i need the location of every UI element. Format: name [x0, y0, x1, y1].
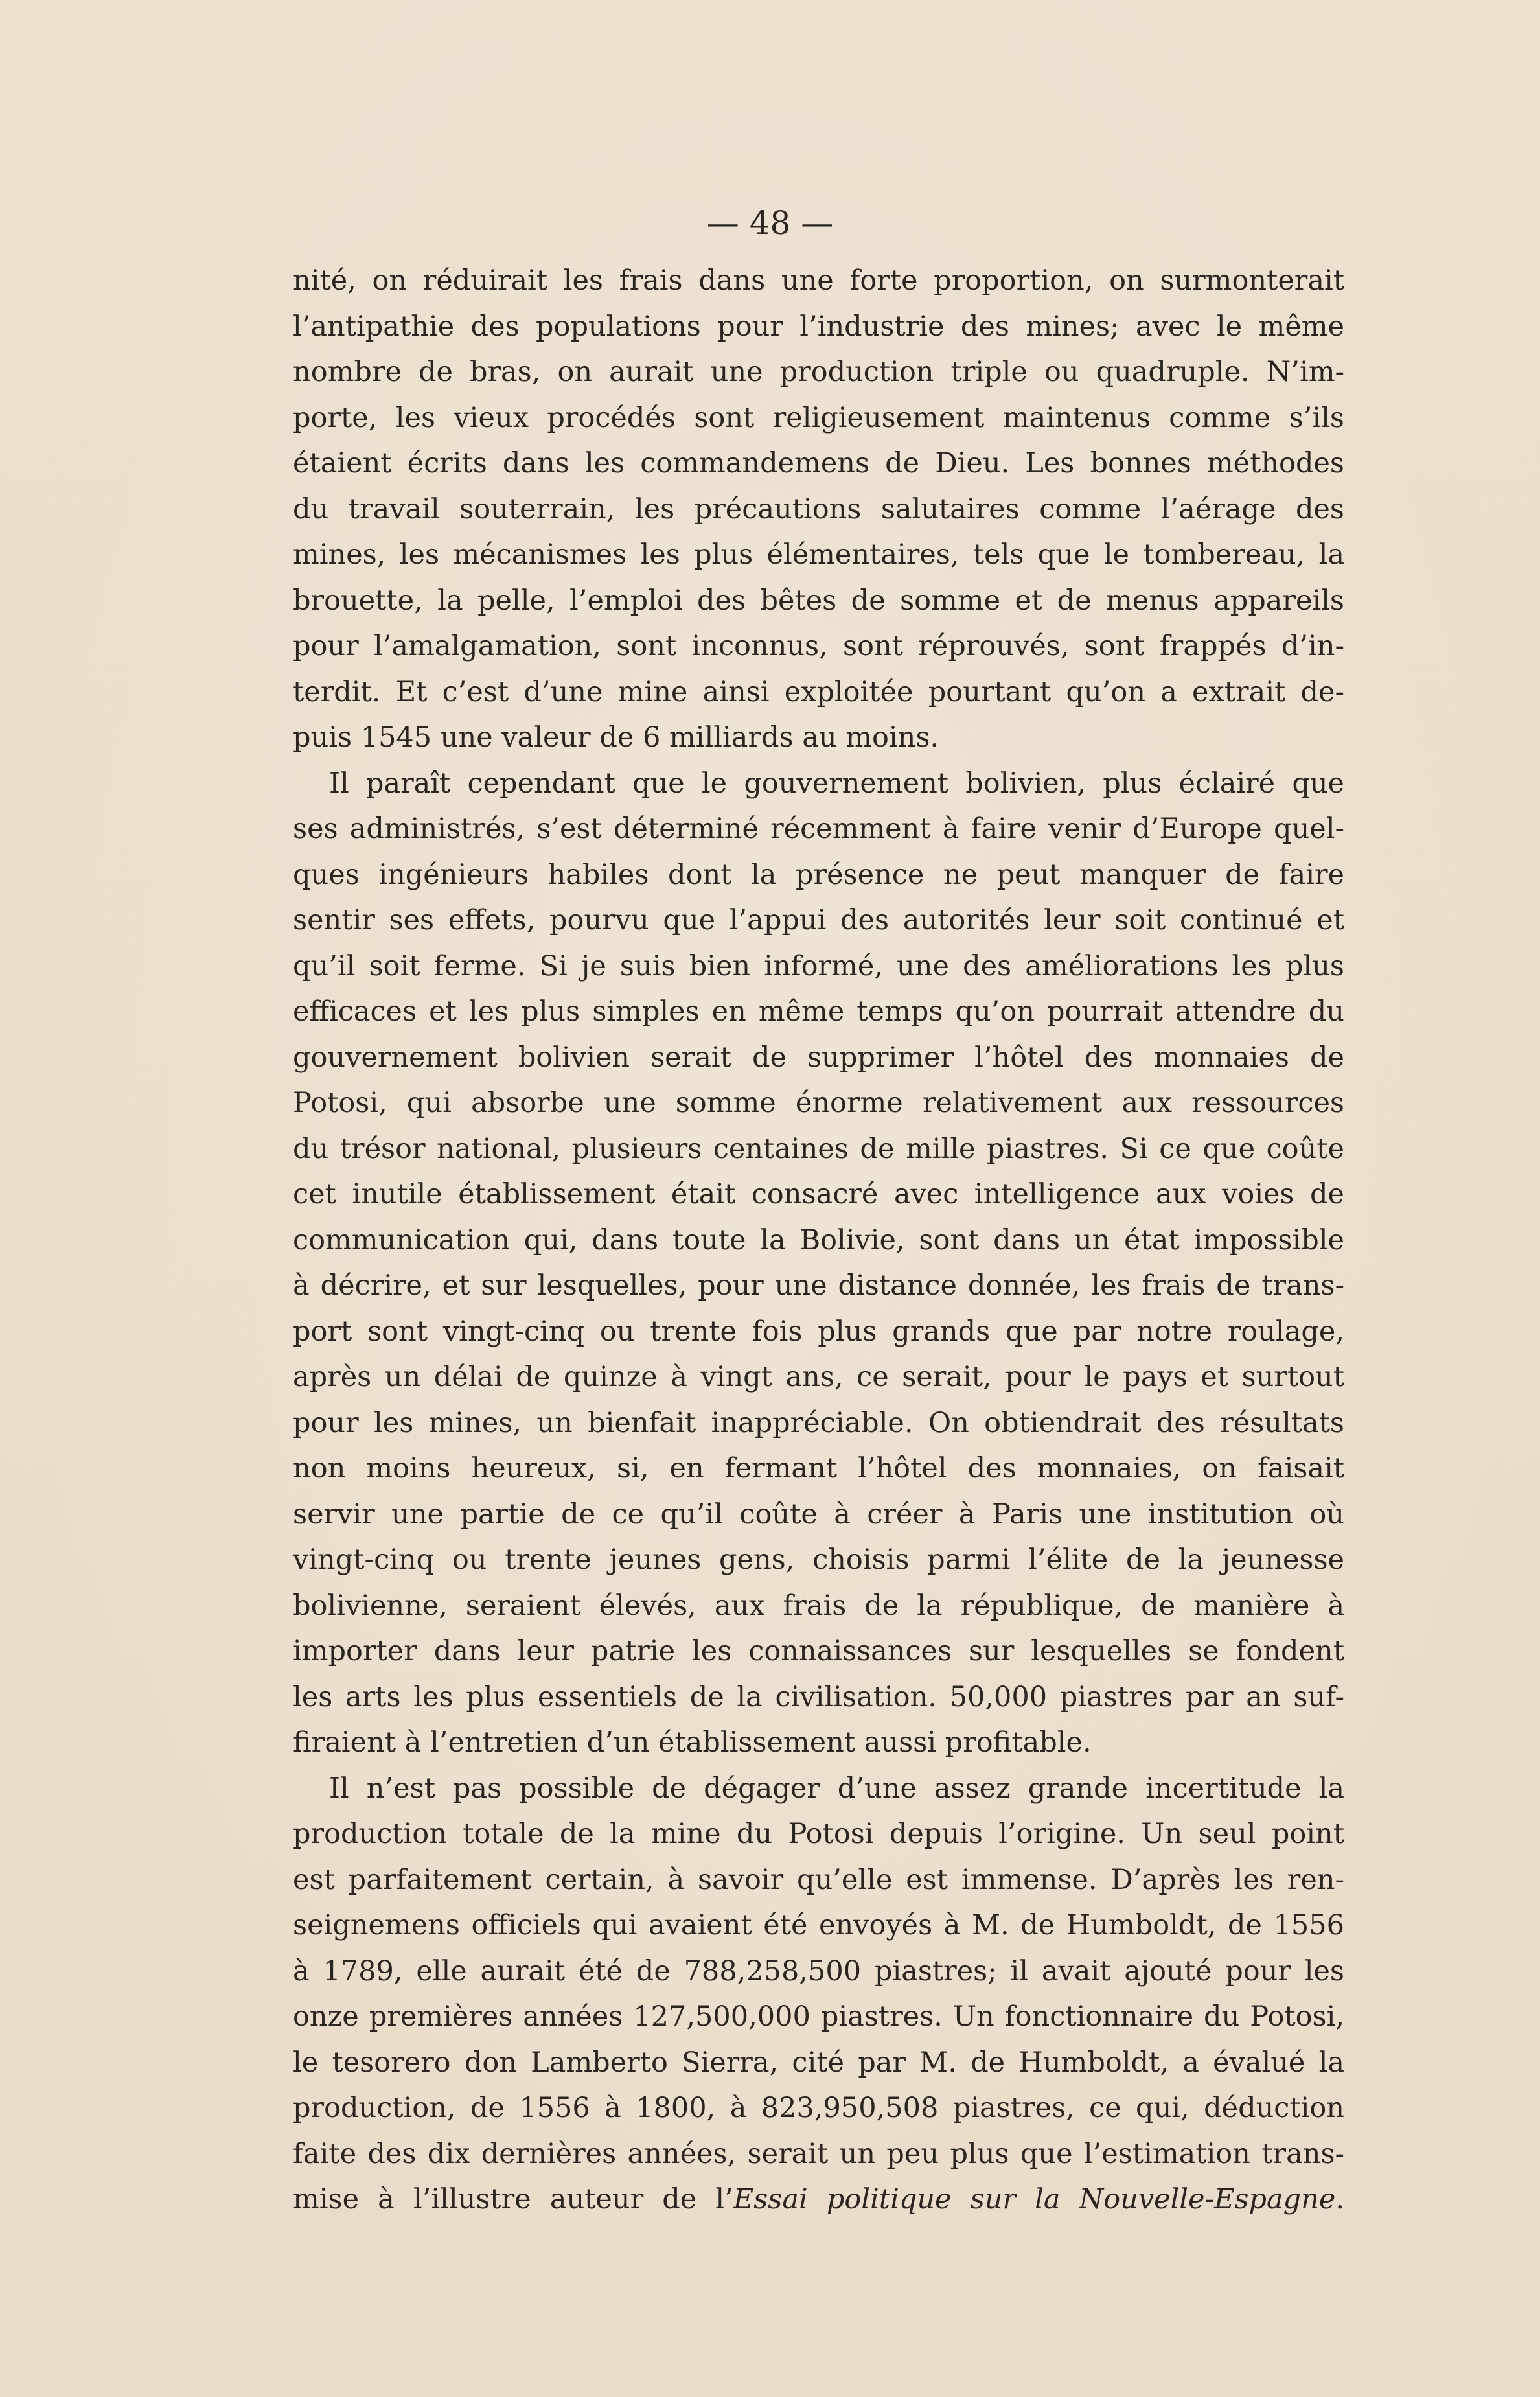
- text-line: ques ingénieurs habiles dont la présence ne peut manquer de faire: [293, 858, 1344, 891]
- text-line: l’antipathie des populations pour l’industrie des mines; avec le même: [293, 310, 1344, 343]
- text-line: à 1789, elle aurait été de 788,258,500 piastres; il avait ajouté pour les: [293, 1954, 1344, 1987]
- text-line: vingt-cinq ou trente jeunes gens, choisis parmi l’élite de la jeunesse: [293, 1544, 1344, 1576]
- text-line: onze premières années 127,500,000 piastres. Un fonctionnaire du Potosi,: [293, 2000, 1344, 2033]
- book-title: Essai politique sur la Nouvelle-Espagne: [733, 2183, 1336, 2216]
- text-line: ses administrés, s’est déterminé récemment à faire venir d’Europe quel-: [293, 813, 1344, 845]
- text-line: sentir ses effets, pourvu que l’appui des autorités leur soit continué et: [293, 904, 1344, 936]
- text-line: bolivienne, seraient élevés, aux frais de la république, de manière à: [293, 1589, 1344, 1622]
- text-line: les arts les plus essentiels de la civilisation. 50,000 piastres par an suf-: [293, 1680, 1344, 1713]
- text-line: à décrire, et sur lesquelles, pour une distance donnée, les frais de trans-: [293, 1269, 1344, 1302]
- text-line: seignemens officiels qui avaient été envoyés à M. de Humboldt, de 1556: [293, 1909, 1344, 1941]
- text-line: terdit. Et c’est d’une mine ainsi exploitée pourtant qu’on a extrait de-: [293, 675, 1344, 708]
- paragraph-3: [293, 1766, 1344, 2223]
- text-line: cet inutile établissement était consacré avec intelligence aux voies de: [293, 1178, 1344, 1210]
- paragraph-2: [293, 761, 1344, 1766]
- text-line: mines, les mécanismes les plus élémentaires, tels que le tombereau, la: [293, 538, 1344, 571]
- text-line: du travail souterrain, les précautions salutaires comme l’aérage des: [293, 492, 1344, 526]
- text-line: pour l’amalgamation, sont inconnus, sont réprouvés, sont frappés d’in-: [293, 630, 1344, 662]
- text-line: puis 1545 une valeur de 6 milliards au moins.: [293, 721, 939, 754]
- text-line: Potosi, qui absorbe une somme énorme relativement aux ressources: [293, 1087, 1344, 1119]
- text-line: gouvernement bolivien serait de supprimer l’hôtel des monnaies de: [293, 1041, 1344, 1074]
- text-line: servir une partie de ce qu’il coûte à créer à Paris une institution où: [293, 1498, 1344, 1531]
- text-line: port sont vingt-cinq ou trente fois plus grands que par notre roulage,: [293, 1315, 1344, 1348]
- text-line: brouette, la pelle, l’emploi des bêtes de somme et de menus appareils: [293, 584, 1344, 617]
- text-line: communication qui, dans toute la Bolivie, sont dans un état impossible: [293, 1223, 1344, 1256]
- text-line: Il n’est pas possible de dégager d’une assez grande incertitude la: [329, 1772, 1344, 1805]
- text-line: porte, les vieux procédés sont religieusement maintenus comme s’ils: [293, 401, 1344, 434]
- text-line: production, de 1556 à 1800, à 823,950,508 piastres, ce qui, déduction: [293, 2092, 1344, 2124]
- text-line: pour les mines, un bienfait inappréciable. On obtiendrait des résultats: [293, 1406, 1344, 1439]
- text-line: Il paraît cependant que le gouvernement bolivien, plus éclairé que: [329, 767, 1344, 800]
- text-line: importer dans leur patrie les connaissances sur lesquelles se fondent: [293, 1635, 1344, 1667]
- text-line: du trésor national, plusieurs centaines de mille piastres. Si ce que coûte: [293, 1132, 1344, 1165]
- final-line-suffix: .: [1335, 2183, 1344, 2216]
- text-line-final: [293, 2177, 1344, 2223]
- text-line: est parfaitement certain, à savoir qu’elle est immense. D’après les ren-: [293, 1863, 1344, 1896]
- text-line: le tesorero don Lamberto Sierra, cité par M. de Humboldt, a évalué la: [293, 2046, 1344, 2079]
- text-line: étaient écrits dans les commandemens de Dieu. Les bonnes méthodes: [293, 447, 1344, 480]
- text-line: production totale de la mine du Potosi depuis l’origine. Un seul point: [293, 1818, 1344, 1850]
- body-text: [293, 258, 1344, 2223]
- text-line: non moins heureux, si, en fermant l’hôtel des monnaies, on faisait: [293, 1452, 1344, 1485]
- final-line-prefix: mise à l’illustre auteur de l’: [293, 2183, 733, 2216]
- text-line: faite des dix dernières années, serait un peu plus que l’estimation trans-: [293, 2137, 1344, 2170]
- text-line: firaient à l’entretien d’un établissement aussi profitable.: [293, 1726, 1092, 1759]
- text-line: nombre de bras, on aurait une production triple ou quadruple. N’im-: [293, 356, 1344, 388]
- text-line: nité, on réduirait les frais dans une forte proportion, on surmonterait: [293, 264, 1344, 297]
- paragraph-1: [293, 258, 1344, 761]
- text-line: efficaces et les plus simples en même temps qu’on pourrait attendre du: [293, 995, 1344, 1028]
- page-number: — 48 —: [706, 204, 834, 242]
- text-line: après un délai de quinze à vingt ans, ce serait, pour le pays et surtout: [293, 1361, 1344, 1393]
- text-line: qu’il soit ferme. Si je suis bien informé, une des améliorations les plus: [293, 949, 1344, 982]
